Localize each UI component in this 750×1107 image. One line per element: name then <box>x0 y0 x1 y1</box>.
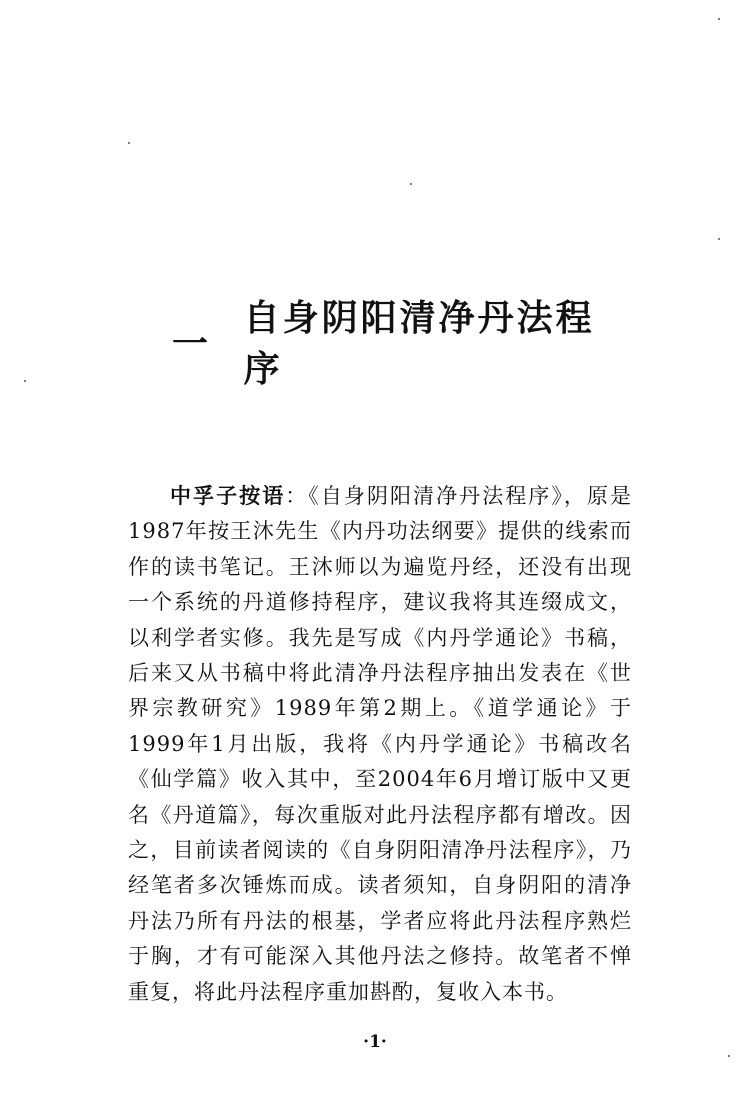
chapter-heading <box>172 297 602 390</box>
preface-paragraph <box>128 478 632 1010</box>
scan-speck <box>718 238 720 240</box>
scan-speck <box>24 380 26 382</box>
scan-speck <box>718 18 720 20</box>
page-number: ·1· <box>363 1032 387 1052</box>
scan-speck <box>128 142 130 144</box>
scan-speck <box>728 1055 730 1057</box>
scan-speck <box>410 183 412 185</box>
chapter-number: 一 <box>172 322 211 365</box>
preface-text: ：《自身阴阳清净丹法程序》，原是1987年按王沐先生《内丹功法纲要》提供的线索而作的读书笔记。王沐师以为遍览丹经，还没有出现一个系统的丹道修持程序，建议我将其连缀成文，以利学者实修。我先是写成《内丹学通论》书稿，后来又从书稿中将此清净丹法程序抽出发表在《世界宗教研究》1989年第2期上。《道学通论》于1999年1月出版，我将《内丹学通论》书稿改名《仙学篇》收入其中，至2004年6月增订版中又更名《丹道篇》，每次重版对此丹法程序都有增改。因之，目前读者阅读的《自身阴阳清净丹法程序》，乃经笔者多次锤炼而成。读者须知，自身阴阳的清净丹法乃所有丹法的根基，学者应将此丹法程序熟烂于胸，才有可能深入其他丹法之修持。故笔者不惮重复，将此丹法程序重加斟酌，复收入本书。 <box>128 484 632 1004</box>
chapter-title: 自身阴阳清净丹法程序 <box>243 297 595 390</box>
preface-label: 中孚子按语 <box>170 483 286 508</box>
